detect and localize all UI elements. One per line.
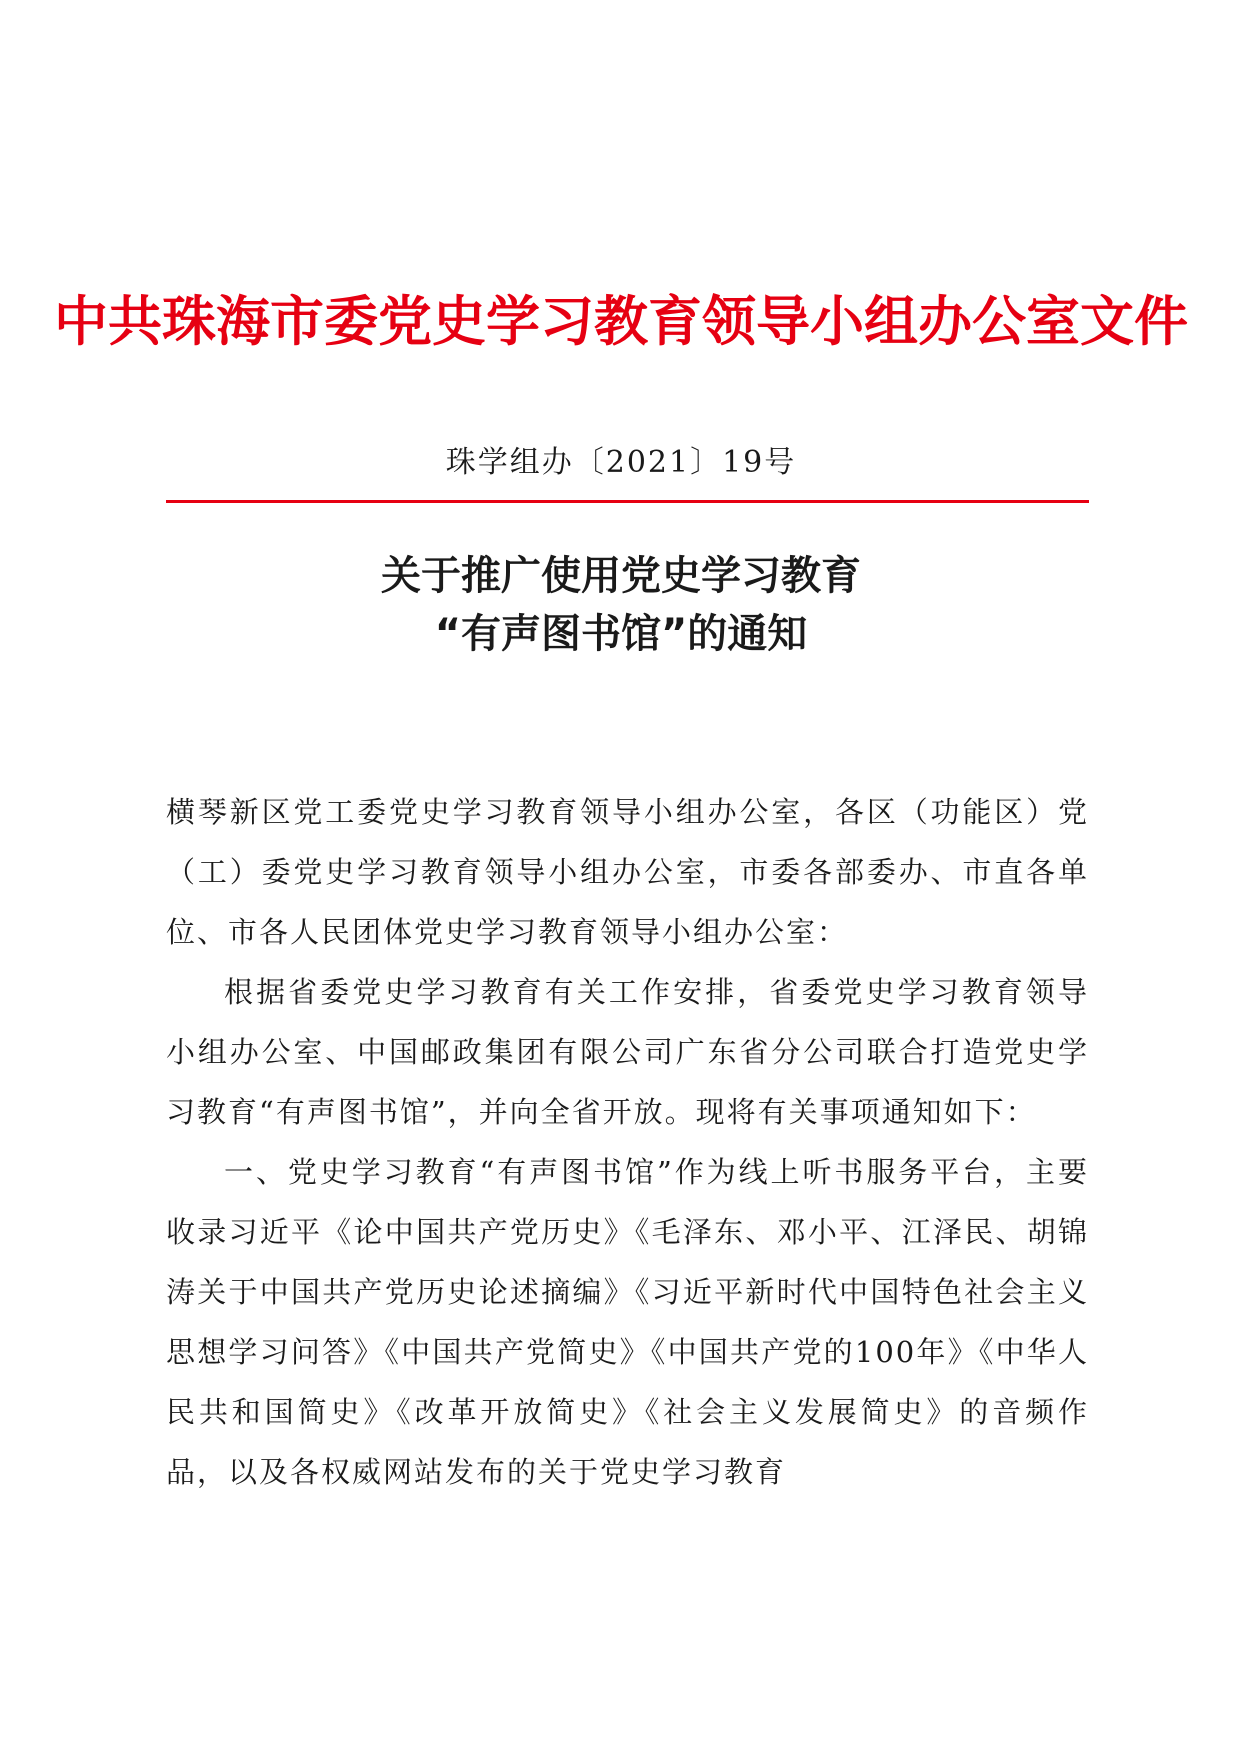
- masthead-title: 中共珠海市委党史学习教育领导小组办公室文件: [54, 290, 1188, 353]
- body-paragraph-1: 根据省委党史学习教育有关工作安排，省委党史学习教育领导小组办公室、中国邮政集团有限公司广东省分公司联合打造党史学习教育“有声图书馆”，并向全省开放。现将有关事项通知如下：: [166, 975, 1089, 1129]
- red-divider-line: [166, 500, 1089, 503]
- addressee-paragraph: 横琴新区党工委党史学习教育领导小组办公室，各区（功能区）党（工）委党史学习教育领导小组办公室，市委各部委办、市直各单位、市各人民团体党史学习教育领导小组办公室：: [166, 795, 1089, 949]
- document-title: [0, 547, 1242, 663]
- body-paragraph-2: 一、党史学习教育“有声图书馆”作为线上听书服务平台，主要收录习近平《论中国共产党历史》《毛泽东、邓小平、江泽民、胡锦涛关于中国共产党历史论述摘编》《习近平新时代中国特色社会主义思想学习问答》《中国共产党简史》《中国共产党的100年》《中华人民共和国简史》《改革开放简史》《社会主义发展简史》的音频作品，以及各权威网站发布的关于党史学习教育: [166, 1155, 1089, 1489]
- title-line-1: 关于推广使用党史学习教育: [381, 553, 861, 599]
- document-number: 珠学组办〔2021〕19号: [445, 445, 797, 480]
- title-line-2: “有声图书馆”的通知: [434, 611, 808, 657]
- document-body: [166, 782, 1089, 1502]
